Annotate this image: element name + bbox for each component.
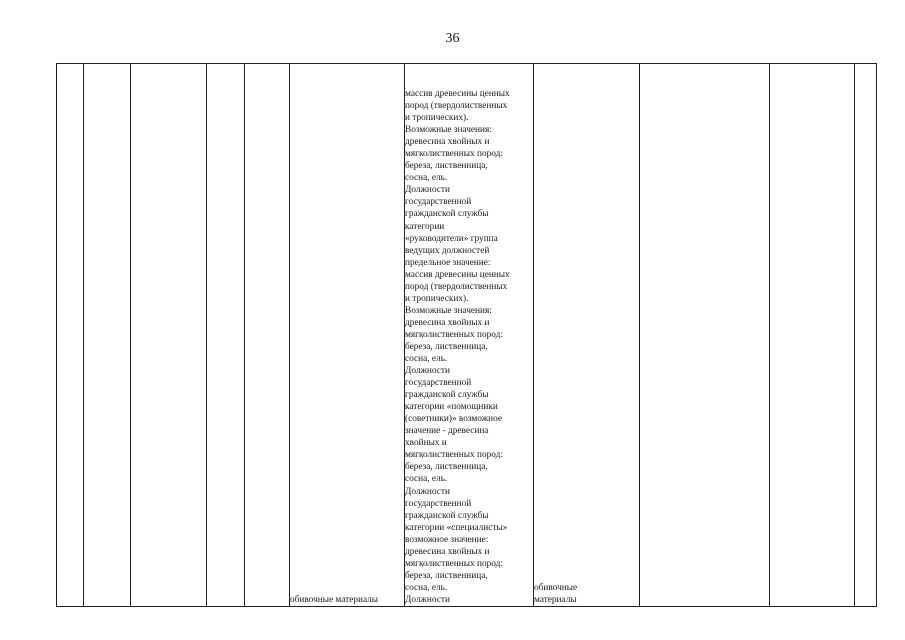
value-line: Возможные значения: (405, 125, 492, 136)
value-line: категории «помощники (405, 402, 498, 413)
value-line: сосна, ель. (405, 474, 448, 485)
characteristic-label-right-line: материалы (534, 594, 577, 605)
value-line: сосна, ель. (405, 582, 448, 593)
characteristic-label: обивочные материалы (290, 594, 379, 605)
value-line: Должности (405, 486, 450, 497)
value-text (405, 88, 533, 606)
value-line: и тропических). (405, 113, 469, 124)
cell-unit-code (207, 64, 245, 607)
value-line: гражданской службы (405, 510, 489, 521)
cell-function (855, 64, 877, 607)
cell-value-approved (640, 64, 770, 607)
value-line: возможное значение: (405, 534, 489, 545)
value-line: категории (405, 221, 445, 232)
value-line: Должности (405, 594, 450, 605)
cell-name (131, 64, 207, 607)
value-line: значение - древесина (405, 426, 489, 437)
value-line: пород (твердолиственных (405, 281, 508, 292)
value-line: хвойных и (405, 438, 447, 449)
value-line: Возможные значения: (405, 305, 492, 316)
value-line: государственной (405, 378, 472, 389)
value-line: массив древесины ценных (405, 88, 510, 99)
value-line: мягколиственных пород: (405, 149, 503, 160)
value-line: категории «специалисты» (405, 522, 508, 533)
value-line: береза, лиственница, (405, 341, 488, 352)
value-line: мягколиственных пород: (405, 558, 503, 569)
cell-characteristic-approved (534, 64, 640, 607)
value-line: сосна, ель. (405, 173, 448, 184)
cell-index (57, 64, 84, 607)
value-line: древесина хвойных и (405, 317, 490, 328)
requirements-table (56, 63, 877, 607)
cell-justification (770, 64, 855, 607)
value-line: береза, лиственница, (405, 570, 488, 581)
cell-unit-name (245, 64, 290, 607)
value-line: береза, лиственница, (405, 161, 488, 172)
value-line: гражданской службы (405, 209, 489, 220)
value-line: сосна, ель. (405, 354, 448, 365)
value-line: и тропических). (405, 293, 469, 304)
value-line: государственной (405, 197, 472, 208)
table-row (57, 64, 877, 607)
value-line: государственной (405, 498, 472, 509)
value-line: пород (твердолиственных (405, 101, 508, 112)
value-line: ведущих должностей (405, 245, 490, 256)
value-line: (советники)» возможное (405, 414, 503, 425)
cell-characteristic (290, 64, 405, 607)
value-line: мягколиственных пород: (405, 329, 503, 340)
value-line: «руководители» группа (405, 233, 498, 244)
value-line: древесина хвойных и (405, 546, 490, 557)
value-line: гражданской службы (405, 390, 489, 401)
value-line: Должности (405, 185, 450, 196)
page-number: 36 (445, 31, 460, 46)
cell-code (84, 64, 131, 607)
value-line: массив древесины ценных (405, 269, 510, 280)
value-line: Должности (405, 366, 450, 377)
value-line: береза, лиственница, (405, 462, 488, 473)
characteristic-label-right-line: обивочные (534, 582, 578, 593)
cell-value (405, 64, 534, 607)
value-line: древесина хвойных и (405, 137, 490, 148)
value-line: предельное значение: (405, 257, 491, 268)
value-line: мягколиственных пород: (405, 450, 503, 461)
